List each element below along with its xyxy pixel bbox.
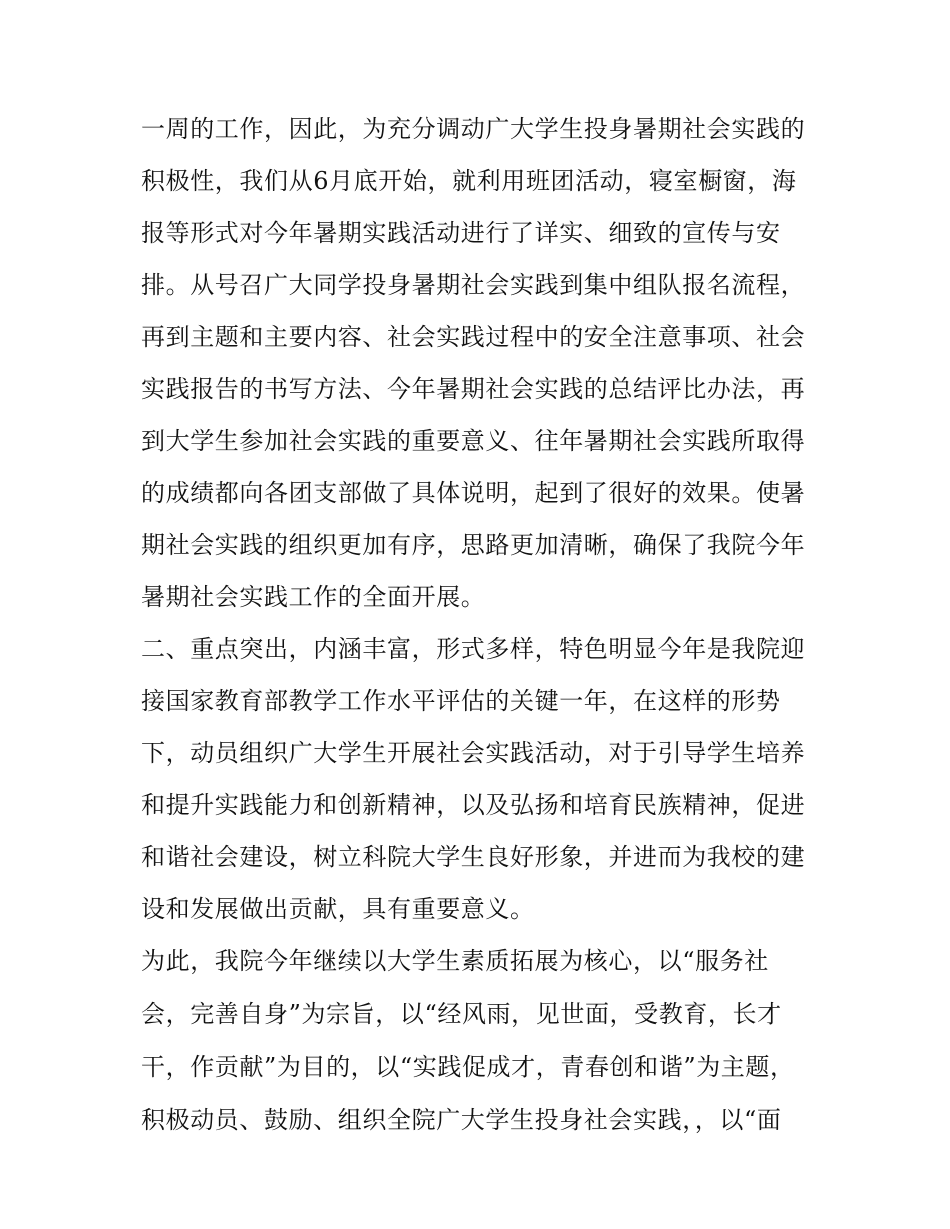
text-line: 积极动员、鼓励、组织全院广大学生投身社会实践，，以“面 bbox=[141, 1106, 782, 1134]
text-line: 实践报告的书写方法、今年暑期社会实践的总结评比办法，再 bbox=[141, 375, 806, 403]
paragraph-theme bbox=[141, 942, 821, 1139]
text-line: 暑期社会实践工作的全面开展。 bbox=[141, 583, 486, 611]
text-line: 会，完善自身”为宗旨，以“经风雨，见世面，受教育，长才 bbox=[141, 1000, 782, 1028]
text-line: 二、重点突出，内涵丰富，形式多样，特色明显今年是我院迎 bbox=[141, 635, 806, 663]
text-line: 积极性，我们从6月底开始，就利用班团活动，寝室橱窗，海 bbox=[141, 167, 797, 195]
text-line: 再到主题和主要内容、社会实践过程中的安全注意事项、社会 bbox=[141, 323, 806, 351]
text-line: 和谐社会建设，树立科院大学生良好形象，并进而为我校的建 bbox=[141, 843, 806, 871]
text-line: 排。从号召广大同学投身暑期社会实践到集中组队报名流程， bbox=[141, 271, 806, 299]
paragraph-section-two bbox=[141, 630, 821, 928]
text-line: 接国家教育部教学工作水平评估的关键一年，在这样的形势 bbox=[141, 687, 781, 715]
paragraph-publicity bbox=[141, 110, 821, 616]
text-line: 设和发展做出贡献，具有重要意义。 bbox=[141, 895, 535, 923]
text-line: 下，动员组织广大学生开展社会实践活动，对于引导学生培养 bbox=[141, 739, 806, 767]
document-body bbox=[141, 110, 821, 1139]
text-line: 为此，我院今年继续以大学生素质拓展为核心，以“服务社 bbox=[141, 947, 769, 975]
text-line: 期社会实践的组织更加有序，思路更加清晰，确保了我院今年 bbox=[141, 531, 806, 559]
text-line: 报等形式对今年暑期实践活动进行了详实、细致的宣传与安 bbox=[141, 219, 781, 247]
text-line: 到大学生参加社会实践的重要意义、往年暑期社会实践所取得 bbox=[141, 427, 806, 455]
text-line: 一周的工作，因此，为充分调动广大学生投身暑期社会实践的 bbox=[141, 115, 806, 143]
text-line: 和提升实践能力和创新精神，以及弘扬和培育民族精神，促进 bbox=[141, 791, 806, 819]
text-line: 干，作贡献”为目的，以“实践促成才，青春创和谐”为主题， bbox=[141, 1053, 795, 1081]
text-line: 的成绩都向各团支部做了具体说明，起到了很好的效果。使暑 bbox=[141, 479, 806, 507]
